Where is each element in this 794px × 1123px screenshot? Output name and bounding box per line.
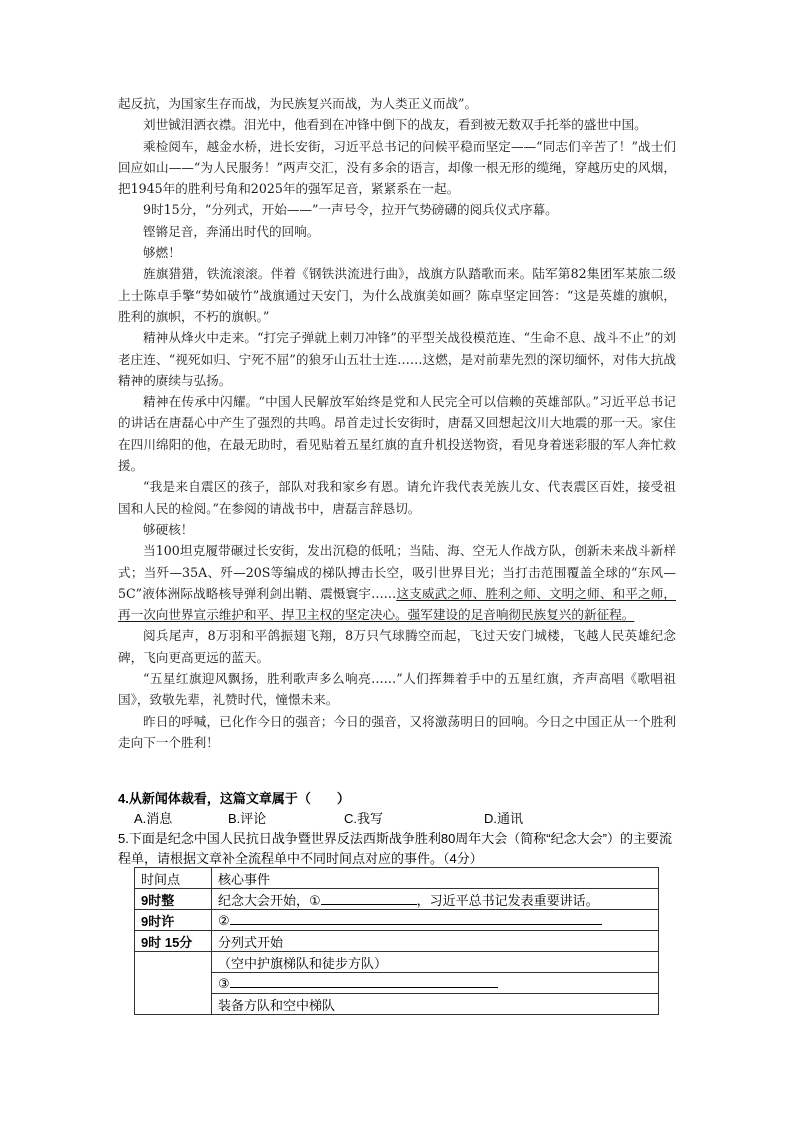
blank-number: ③: [218, 976, 230, 991]
underlined-sentence: 这支威武之师、胜利之师、文明之师、和平之师，再一次向世界宣示维护和平、捍卫主权的坚定决心。强军建设的足音响彻民族复兴的新征程。: [118, 585, 676, 623]
time-cell: 9时许: [135, 910, 212, 931]
table-row: [135, 952, 659, 973]
header-event: 核心事件: [212, 868, 659, 889]
article-paragraph: [118, 540, 676, 625]
blank-number: ②: [218, 913, 230, 928]
time-cell: 9时整: [135, 889, 212, 910]
questions-section: [118, 789, 678, 869]
event-text: ，习近平总书记发表重要讲话。: [416, 892, 599, 908]
article-paragraph: 昨日的呼喊，已化作今日的强音；今日的强音，又将激荡明日的回响。今日之中国正从一个胜利走向下一个胜利！: [118, 713, 676, 750]
article-paragraph: 铿锵足音，奔涌出时代的回响。: [143, 223, 320, 239]
event-cell: 装备方队和空中梯队: [212, 994, 659, 1015]
article-text: 当100坦克履带碾过长安街，发出沉稳的低吼；当陆、海、空无人作战方队，创新未来战斗新样式；当歼—35A、歼—20S等编成的梯队搏击长空，吸引世界目光；当打击范围覆盖全球的“东风—5C”液体洲际战略核导弹利剑出鞘、震慑寰宇……: [118, 543, 676, 601]
event-cell: [212, 973, 659, 994]
header-time: 时间点: [135, 868, 212, 889]
article-paragraph: 起反抗，为国家生存而战，为民族复兴而战，为人类正义而战”。: [118, 96, 478, 111]
option-a[interactable]: A.消息: [134, 811, 173, 826]
time-cell: 9时 15分: [135, 931, 212, 952]
article-paragraph: 旌旗猎猎，铁流滚滚。伴着《钢铁洪流进行曲》，战旗方队踏歌而来。陆军第82集团军某旅二级上士陈卓手擎“势如破竹”战旗通过天安门，为什么战旗美如画？陈卓坚定回答：“这是英雄的旗帜，胜利的旗帜，不朽的旗帜。”: [118, 266, 676, 324]
table-row: [135, 910, 659, 931]
article-paragraph: “我是来自震区的孩子，部队对我和家乡有恩。请允许我代表羌族儿女、代表震区百姓，接受祖国和人民的检阅。”在参阅的请战书中，唐磊言辞恳切。: [118, 479, 676, 516]
news-article: [118, 93, 676, 753]
event-text: 纪念大会开始，①: [218, 892, 321, 908]
article-paragraph: “五星红旗迎风飘扬，胜利歌声多么响亮……”人们挥舞着手中的五星红旗，齐声高唱《歌唱祖国》，致敬先辈，礼赞时代，憧憬未来。: [118, 671, 676, 708]
option-b[interactable]: B.评论: [228, 811, 267, 826]
table-row: [135, 931, 659, 952]
answer-blank-1[interactable]: [321, 891, 417, 905]
article-paragraph: 乘检阅车，越金水桥，进长安街，习近平总书记的问候平稳而坚定——“同志们辛苦了！”战士们回应如山——“为人民服务！”两声交汇，没有多余的语言，却像一根无形的缆绳，穿越历史的风烟，把1945年的胜利号角和2025年的强军足音，紧紧系在一起。: [118, 138, 676, 197]
table-row: [135, 973, 659, 994]
table-row: [135, 889, 659, 910]
event-cell: [212, 910, 659, 931]
table-row: [135, 994, 659, 1015]
question-5-stem: 5.下面是纪念中国人民抗日战争暨世界反法西斯战争胜利80周年大会（简称“纪念大会”）的主要流程单，请根据文章补全流程单中不同时间点对应的事件。（4分）: [118, 831, 672, 866]
table-header-row: [135, 868, 659, 889]
article-paragraph: 刘世铖泪洒衣襟。泪光中，他看到在冲锋中倒下的战友，看到被无数双手托举的盛世中国。: [143, 117, 647, 133]
section-heading: 够燃！: [143, 245, 181, 261]
article-paragraph: 9时15分，“分列式，开始——”一声号令，拉开气势磅礴的阅兵仪式序幕。: [143, 202, 558, 218]
process-table: [134, 867, 659, 1015]
question-4-stem: 4.从新闻体裁看，这篇文章属于（ ）: [118, 791, 350, 806]
article-paragraph: 精神在传承中闪耀。“中国人民解放军始终是党和人民完全可以信赖的英雄部队。”习近平总书记的讲话在唐磊心中产生了强烈的共鸣。昂首走过长安街时，唐磊又回想起汶川大地震的那一天。家住在四川绵阳的他，在最无助时，看见贴着五星红旗的直升机投送物资，看见身着迷彩服的军人奔忙救援。: [118, 394, 676, 474]
time-cell-empty: [135, 952, 212, 1015]
section-heading: 够硬核！: [143, 521, 194, 537]
event-cell: [212, 889, 659, 910]
option-c[interactable]: C.我写: [344, 811, 384, 826]
option-d[interactable]: D.通讯: [484, 811, 524, 826]
event-cell: 分列式开始: [212, 931, 659, 952]
article-paragraph: 精神从烽火中走来。“打完子弹就上刺刀冲锋”的平型关战役模范连、“生命不息、战斗不止”的刘老庄连、“视死如归、宁死不屈”的狼牙山五壮士连……这燃，是对前辈先烈的深切缅怀，对伟大抗战精神的赓续与弘扬。: [118, 330, 676, 388]
event-cell: （空中护旗梯队和徒步方队）: [212, 952, 659, 973]
answer-blank-3[interactable]: [230, 974, 498, 988]
answer-blank-2[interactable]: [230, 911, 602, 925]
article-paragraph: 阅兵尾声，8万羽和平鸽振翅飞翔，8万只气球腾空而起，飞过天安门城楼，飞越人民英雄纪念碑，飞向更高更远的蓝天。: [118, 628, 676, 665]
question-4-options: [118, 809, 678, 829]
